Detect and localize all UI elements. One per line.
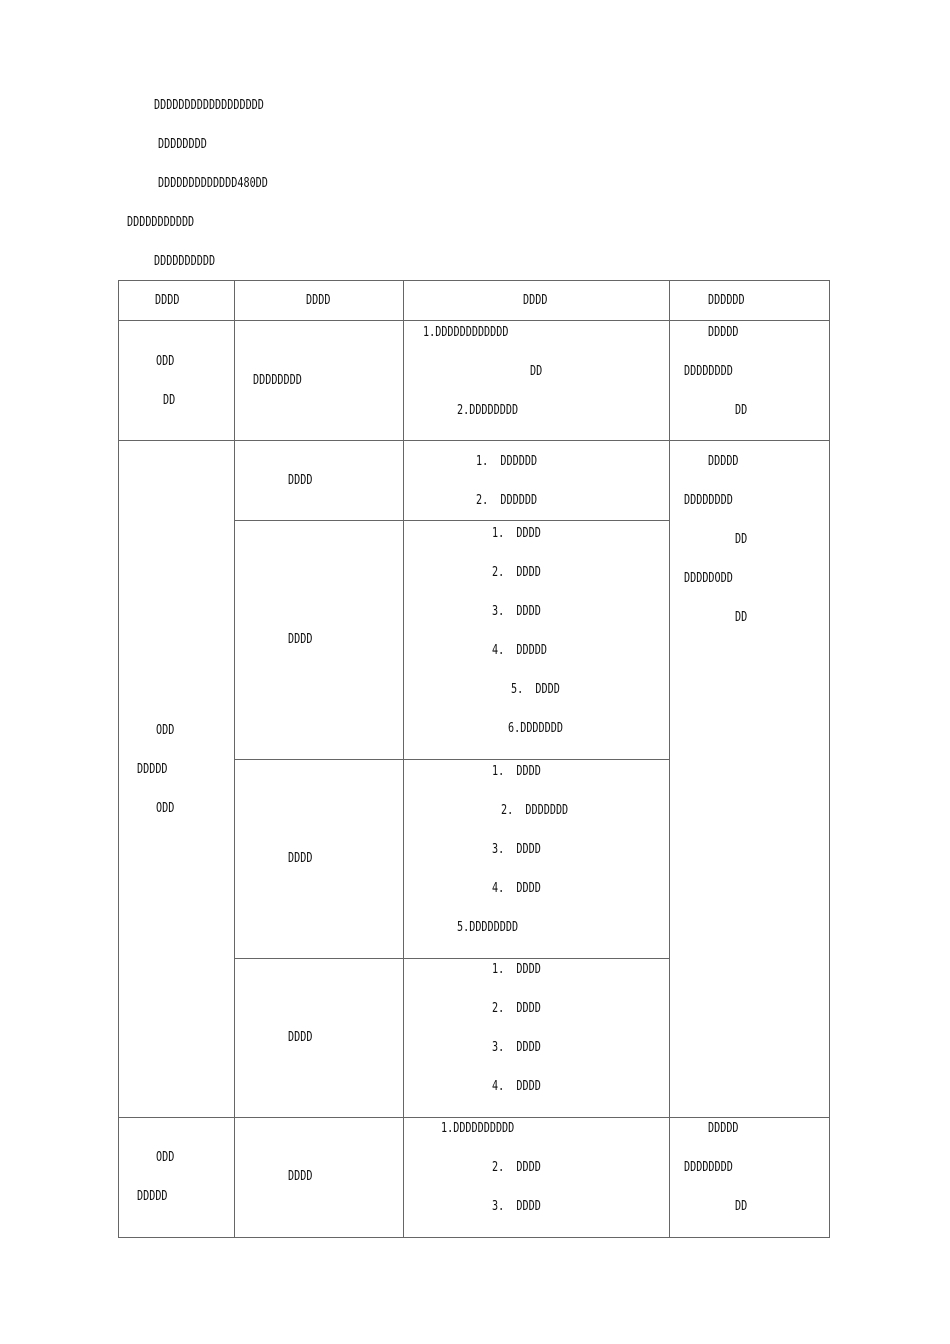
table-rule bbox=[234, 520, 670, 521]
table-cell: 1.DDDDDDDDDDDD bbox=[423, 325, 509, 340]
table-header-cell: DDDD bbox=[523, 293, 548, 308]
table-cell: ODD bbox=[156, 354, 175, 369]
intro-line-1: DDDDDDDDDDDDDDDDDD bbox=[154, 98, 264, 113]
table-cell: DDDDD bbox=[708, 325, 739, 340]
table-cell: DDDDD bbox=[708, 1121, 739, 1136]
table-cell: ODD bbox=[156, 723, 175, 738]
table-cell: DDDDD bbox=[708, 454, 739, 469]
table-cell: DDDD bbox=[288, 1169, 313, 1184]
table-header-cell: DDDDDD bbox=[708, 293, 745, 308]
table-rule bbox=[118, 440, 830, 441]
list-item: 2. DDDD bbox=[492, 1001, 541, 1016]
table-col-divider bbox=[669, 280, 670, 1238]
table-cell: DDDD bbox=[288, 473, 313, 488]
intro-line-4: DDDDDDDDDDD bbox=[127, 215, 195, 230]
list-item: 5. DDDD bbox=[511, 682, 560, 697]
list-item: 3. DDDD bbox=[492, 604, 541, 619]
list-item: 2. DDDDDD bbox=[476, 493, 538, 508]
table-cell: DD bbox=[735, 403, 748, 418]
table-cell: ODD bbox=[156, 1150, 175, 1165]
list-item: 1. DDDD bbox=[492, 526, 541, 541]
table-cell: DD bbox=[163, 393, 176, 408]
table-cell: DDDD bbox=[288, 632, 313, 647]
list-item: 1.DDDDDDDDDD bbox=[441, 1121, 515, 1136]
table-border-bottom bbox=[118, 1237, 830, 1238]
list-item: 4. DDDD bbox=[492, 881, 541, 896]
table-header-cell: DDDD bbox=[155, 293, 180, 308]
list-item: 3. DDDD bbox=[492, 1199, 541, 1214]
table-cell: DDDDDDDD bbox=[684, 364, 733, 379]
intro-line-3: DDDDDDDDDDDDD480DD bbox=[158, 176, 268, 191]
table-cell: DD bbox=[735, 532, 748, 547]
table-col-divider bbox=[403, 280, 404, 1238]
list-item: 1. DDDD bbox=[492, 764, 541, 779]
list-item: 2. DDDD bbox=[492, 565, 541, 580]
list-item: 3. DDDD bbox=[492, 842, 541, 857]
table-cell: DD bbox=[735, 1199, 748, 1214]
table-cell: DDDDD bbox=[137, 762, 168, 777]
list-item: 3. DDDD bbox=[492, 1040, 541, 1055]
table-rule bbox=[118, 320, 830, 321]
table-border-right bbox=[829, 280, 830, 1238]
table-cell: DDDDDDDD bbox=[684, 493, 733, 508]
table-cell: DD bbox=[530, 364, 543, 379]
list-item: 4. DDDDD bbox=[492, 643, 547, 658]
table-rule bbox=[118, 1117, 830, 1118]
list-item: 1. DDDDDD bbox=[476, 454, 538, 469]
table-cell: DDDDDDDD bbox=[684, 1160, 733, 1175]
intro-line-2: DDDDDDDD bbox=[158, 137, 207, 152]
list-item: 6.DDDDDDD bbox=[508, 721, 563, 736]
list-item: 5.DDDDDDDD bbox=[457, 920, 519, 935]
table-cell: DDDD bbox=[288, 1030, 313, 1045]
table-cell: DD bbox=[735, 610, 748, 625]
table-rule bbox=[234, 958, 670, 959]
list-item: 2. DDDDDDD bbox=[501, 803, 569, 818]
table-border-top bbox=[118, 280, 830, 281]
table-cell: DDDDD bbox=[137, 1189, 168, 1204]
list-item: 4. DDDD bbox=[492, 1079, 541, 1094]
table-border-left bbox=[118, 280, 119, 1238]
table-header-cell: DDDD bbox=[306, 293, 331, 308]
list-item: 2. DDDD bbox=[492, 1160, 541, 1175]
table-cell: DDDDDODD bbox=[684, 571, 733, 586]
table-cell: 2.DDDDDDDD bbox=[457, 403, 519, 418]
table-cell: DDDD bbox=[288, 851, 313, 866]
table-cell: DDDDDDDD bbox=[253, 373, 302, 388]
table-col-divider bbox=[234, 280, 235, 1238]
table-cell: ODD bbox=[156, 801, 175, 816]
table-rule bbox=[234, 759, 670, 760]
intro-line-5: DDDDDDDDDD bbox=[154, 254, 216, 269]
list-item: 1. DDDD bbox=[492, 962, 541, 977]
